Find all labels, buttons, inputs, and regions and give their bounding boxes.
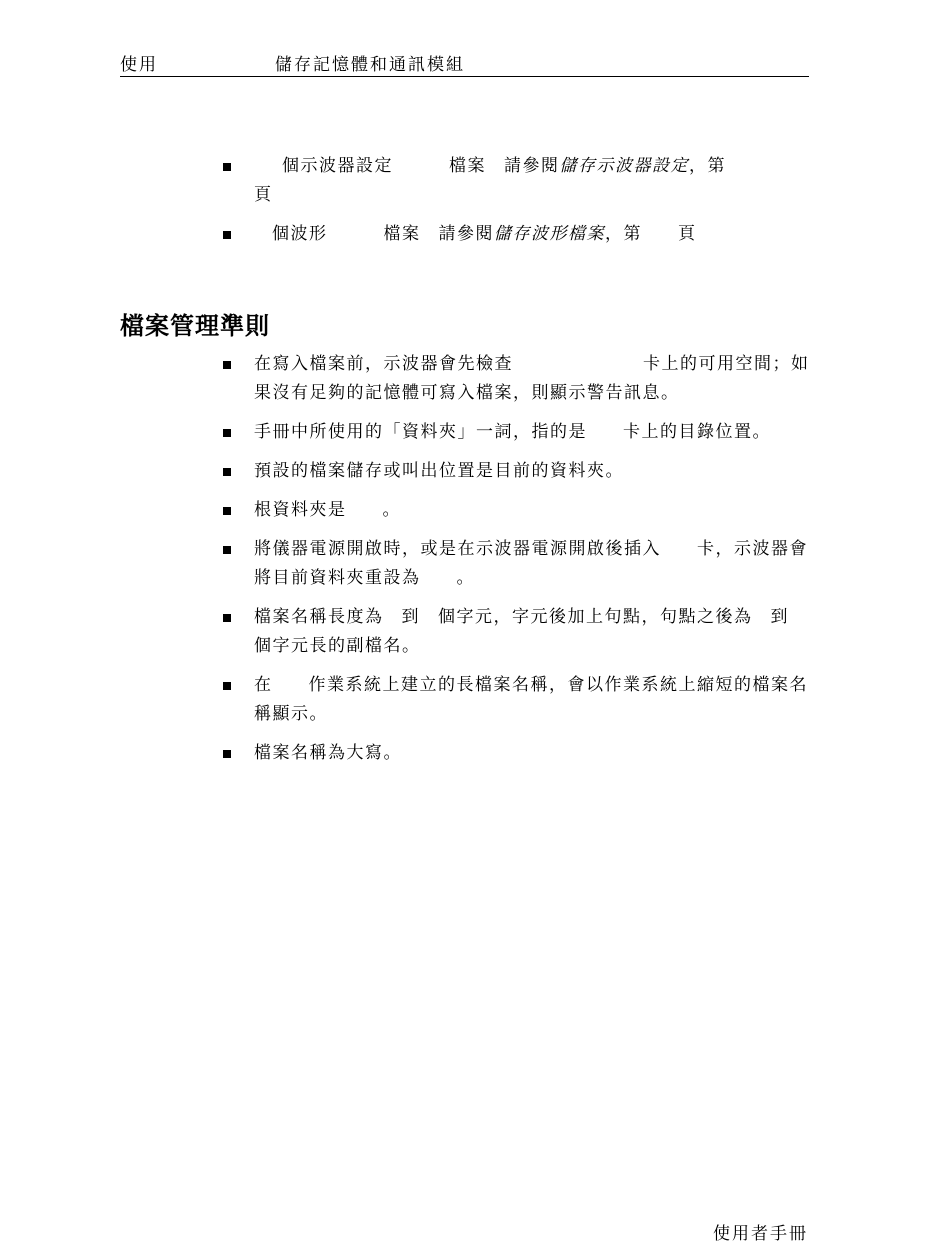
list-item: 預設的檔案儲存或叫出位置是目前的資料夾。	[222, 457, 812, 486]
list-item: 將儀器電源開啟時，或是在示波器電源開啟後插入 卡，示波器會將目前資料夾重設為 。	[222, 535, 812, 593]
section-heading: 檔案管理準則	[120, 312, 270, 340]
list-item: 檔案名稱為大寫。	[222, 739, 812, 768]
bullet-square-icon	[223, 682, 231, 690]
list-item: 在寫入檔案前，示波器會先檢查 卡上的可用空間；如果沒有足夠的記憶體可寫入檔案，則顯示警告訊息。	[222, 350, 812, 408]
bullet-square-icon	[223, 507, 231, 515]
list-item: 根資料夾是 。	[222, 496, 812, 525]
bullet-square-icon	[223, 614, 231, 622]
bullet-square-icon	[223, 429, 231, 437]
bullet-square-icon	[223, 361, 231, 369]
cross-reference-link[interactable]: 儲存示波器設定	[559, 156, 689, 176]
list-item: 在 作業系統上建立的長檔案名稱，會以作業系統上縮短的檔案名稱顯示。	[222, 671, 812, 729]
guidelines-list	[222, 350, 812, 778]
cross-reference-link[interactable]: 儲存波形檔案	[494, 224, 605, 244]
list-item: 個波形 檔案 請參閱儲存波形檔案，第 頁	[222, 220, 812, 249]
page-header	[120, 48, 809, 77]
bullet-square-icon	[223, 231, 231, 239]
list-item: 個示波器設定 檔案 請參閱儲存示波器設定，第 頁	[222, 152, 812, 210]
bullet-square-icon	[223, 546, 231, 554]
top-bullet-list	[222, 152, 812, 259]
page-footer: 使用者手冊	[713, 1224, 808, 1244]
bullet-square-icon	[223, 468, 231, 476]
header-chapter-title: 儲存記憶體和通訊模組	[275, 55, 465, 75]
list-item: 檔案名稱長度為 到 個字元，字元後加上句點，句點之後為 到個字元長的副檔名。	[222, 603, 812, 661]
bullet-square-icon	[223, 163, 231, 171]
bullet-square-icon	[223, 750, 231, 758]
list-item: 手冊中所使用的「資料夾」一詞，指的是 卡上的目錄位置。	[222, 418, 812, 447]
header-section-label: 使用	[120, 55, 158, 75]
